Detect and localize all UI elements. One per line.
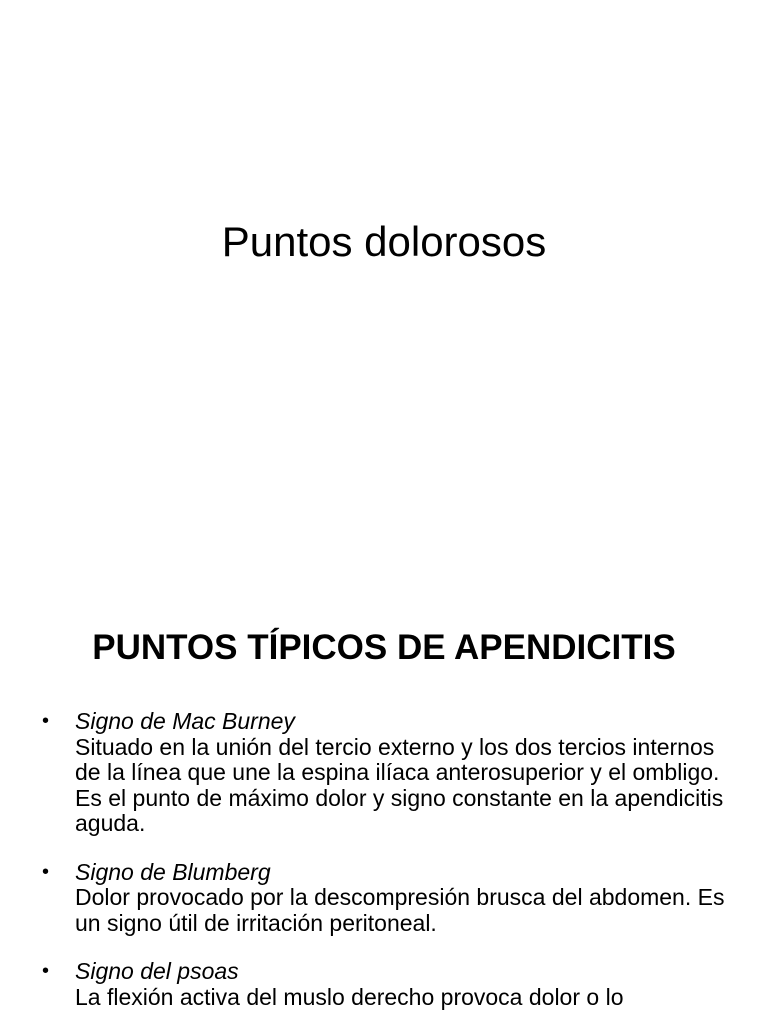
sign-name: Signo de Mac Burney (75, 708, 295, 734)
bullet-icon: • (42, 960, 50, 982)
slide-title: Puntos dolorosos (221, 218, 547, 265)
sign-description: La flexión activa del muslo derecho provoca dolor o lo (75, 983, 624, 1010)
sign-description: Situado en la unión del tercio externo y los dos tercios internos de la línea que une la espina ilíaca anterosuperior y el ombligo. Es el punto de máximo dolor y signo constante en la apendicitis aguda. (75, 733, 724, 836)
sign-name: Signo de Blumberg (75, 858, 271, 885)
sign-name: Signo del psoas (75, 958, 239, 984)
list-item-blumberg (41, 860, 741, 937)
sign-description: Dolor provocado por la descompresión brusca del abdomen. Es un signo útil de irritación peritoneal. (75, 884, 725, 936)
bullet-icon: • (42, 710, 50, 732)
signs-list (41, 709, 741, 1010)
list-item-psoas (41, 959, 741, 1010)
bullet-icon: • (42, 860, 50, 883)
section-heading: PUNTOS TÍPICOS DE APENDICITIS (92, 628, 676, 667)
list-item-mac-burney (41, 709, 741, 837)
